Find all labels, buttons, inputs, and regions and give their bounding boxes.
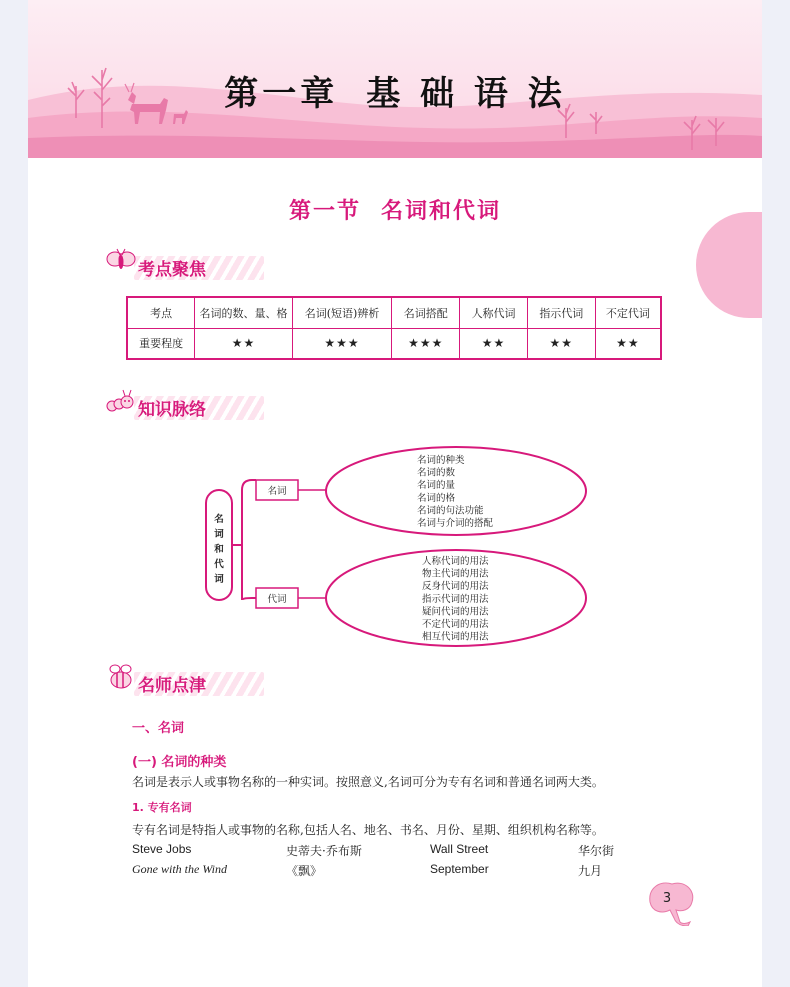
example-english: September xyxy=(430,862,489,876)
table-cell: 不定代词 xyxy=(595,297,661,328)
page xyxy=(28,0,762,987)
example-chinese: 史蒂夫·乔布斯 xyxy=(286,844,362,858)
table-cell: 考点 xyxy=(127,297,195,328)
rating-stars: ★★★ xyxy=(392,328,460,359)
table-cell: 重要程度 xyxy=(127,328,195,359)
mindmap-pronoun-item: 反身代词的用法 xyxy=(422,581,489,593)
mindmap-pronoun-item: 指示代词的用法 xyxy=(422,593,489,605)
example-english: Steve Jobs xyxy=(132,842,192,856)
chapter-title xyxy=(28,66,762,115)
mindmap-pronoun-item: 疑问代词的用法 xyxy=(422,606,489,618)
page-number-badge xyxy=(646,880,698,930)
exam-points-table xyxy=(126,296,662,360)
heading-teacher-label: 名师点津 xyxy=(138,676,206,696)
mindmap-pronoun-item: 相互代词的用法 xyxy=(422,631,489,643)
example-chinese: 九月 xyxy=(578,864,603,878)
subheading-noun: 一、名词 xyxy=(132,721,185,736)
table-cell: 人称代词 xyxy=(460,297,528,328)
mindmap-pronoun-item: 不定代词的用法 xyxy=(422,619,489,630)
butterfly-icon xyxy=(104,244,138,278)
table-row xyxy=(127,328,661,359)
paragraph: 专有名词是特指人或事物的名称,包括人名、地名、书名、月份、星期、组织机构名称等。 xyxy=(132,823,604,837)
chapter-name: 基 础 语 法 xyxy=(366,74,566,114)
heading-context xyxy=(104,394,264,424)
mindmap-noun-item: 名词的句法功能 xyxy=(417,505,484,517)
example-english: Wall Street xyxy=(430,842,489,856)
knowledge-mindmap xyxy=(28,440,762,660)
mindmap-root-char: 词 xyxy=(214,574,224,585)
mindmap-pronoun-item: 物主代词的用法 xyxy=(422,568,489,580)
caterpillar-icon xyxy=(104,384,138,418)
mindmap-noun-item: 名词的格 xyxy=(417,492,456,504)
mindmap-noun-item: 名词的种类 xyxy=(417,455,465,466)
mindmap-noun-label: 名词 xyxy=(267,486,287,497)
section-title xyxy=(28,194,762,225)
mindmap-noun-item: 名词与介词的搭配 xyxy=(417,518,494,529)
table-cell: 名词的数、量、格 xyxy=(195,297,293,328)
subheading-noun-types: (一) 名词的种类 xyxy=(132,755,227,770)
mindmap-noun-item: 名词的数 xyxy=(417,467,456,479)
table-cell: 指示代词 xyxy=(527,297,595,328)
example-chinese: 《飘》 xyxy=(286,864,323,878)
subheading-proper-nouns: 1. 专有名词 xyxy=(132,801,192,814)
mindmap-root-char: 和 xyxy=(214,544,224,555)
rating-stars: ★★ xyxy=(527,328,595,359)
heading-teacher xyxy=(104,670,264,700)
heading-focus xyxy=(104,254,264,284)
mindmap-pronoun-label: 代词 xyxy=(267,594,287,605)
example-english: Gone with the Wind xyxy=(132,862,227,876)
chapter-number: 第一章 xyxy=(224,74,339,114)
rating-stars: ★★ xyxy=(195,328,293,359)
rating-stars: ★★ xyxy=(595,328,661,359)
table-cell: 名词(短语)辨析 xyxy=(292,297,392,328)
rating-stars: ★★ xyxy=(460,328,528,359)
mindmap-root-char: 名 xyxy=(214,514,224,525)
chapter-banner xyxy=(28,0,762,158)
heading-focus-label: 考点聚焦 xyxy=(138,260,206,280)
section-number: 第一节 xyxy=(288,199,361,224)
bee-icon xyxy=(104,660,138,694)
side-decoration xyxy=(696,212,762,318)
mindmap-noun-item: 名词的量 xyxy=(417,480,456,492)
mindmap-root-char: 词 xyxy=(214,529,224,540)
mindmap-pronoun-item: 人称代词的用法 xyxy=(422,556,489,567)
mindmap-root-char: 代 xyxy=(214,559,224,570)
section-name: 名词和代词 xyxy=(381,199,502,224)
table-header-row xyxy=(127,297,661,328)
paragraph: 名词是表示人或事物名称的一种实词。按照意义,名词可分为专有名词和普通名词两大类。 xyxy=(132,775,604,789)
table-cell: 名词搭配 xyxy=(392,297,460,328)
heading-context-label: 知识脉络 xyxy=(138,400,206,420)
rating-stars: ★★★ xyxy=(292,328,392,359)
example-chinese: 华尔街 xyxy=(578,844,615,858)
page-number: 3 xyxy=(662,891,672,906)
